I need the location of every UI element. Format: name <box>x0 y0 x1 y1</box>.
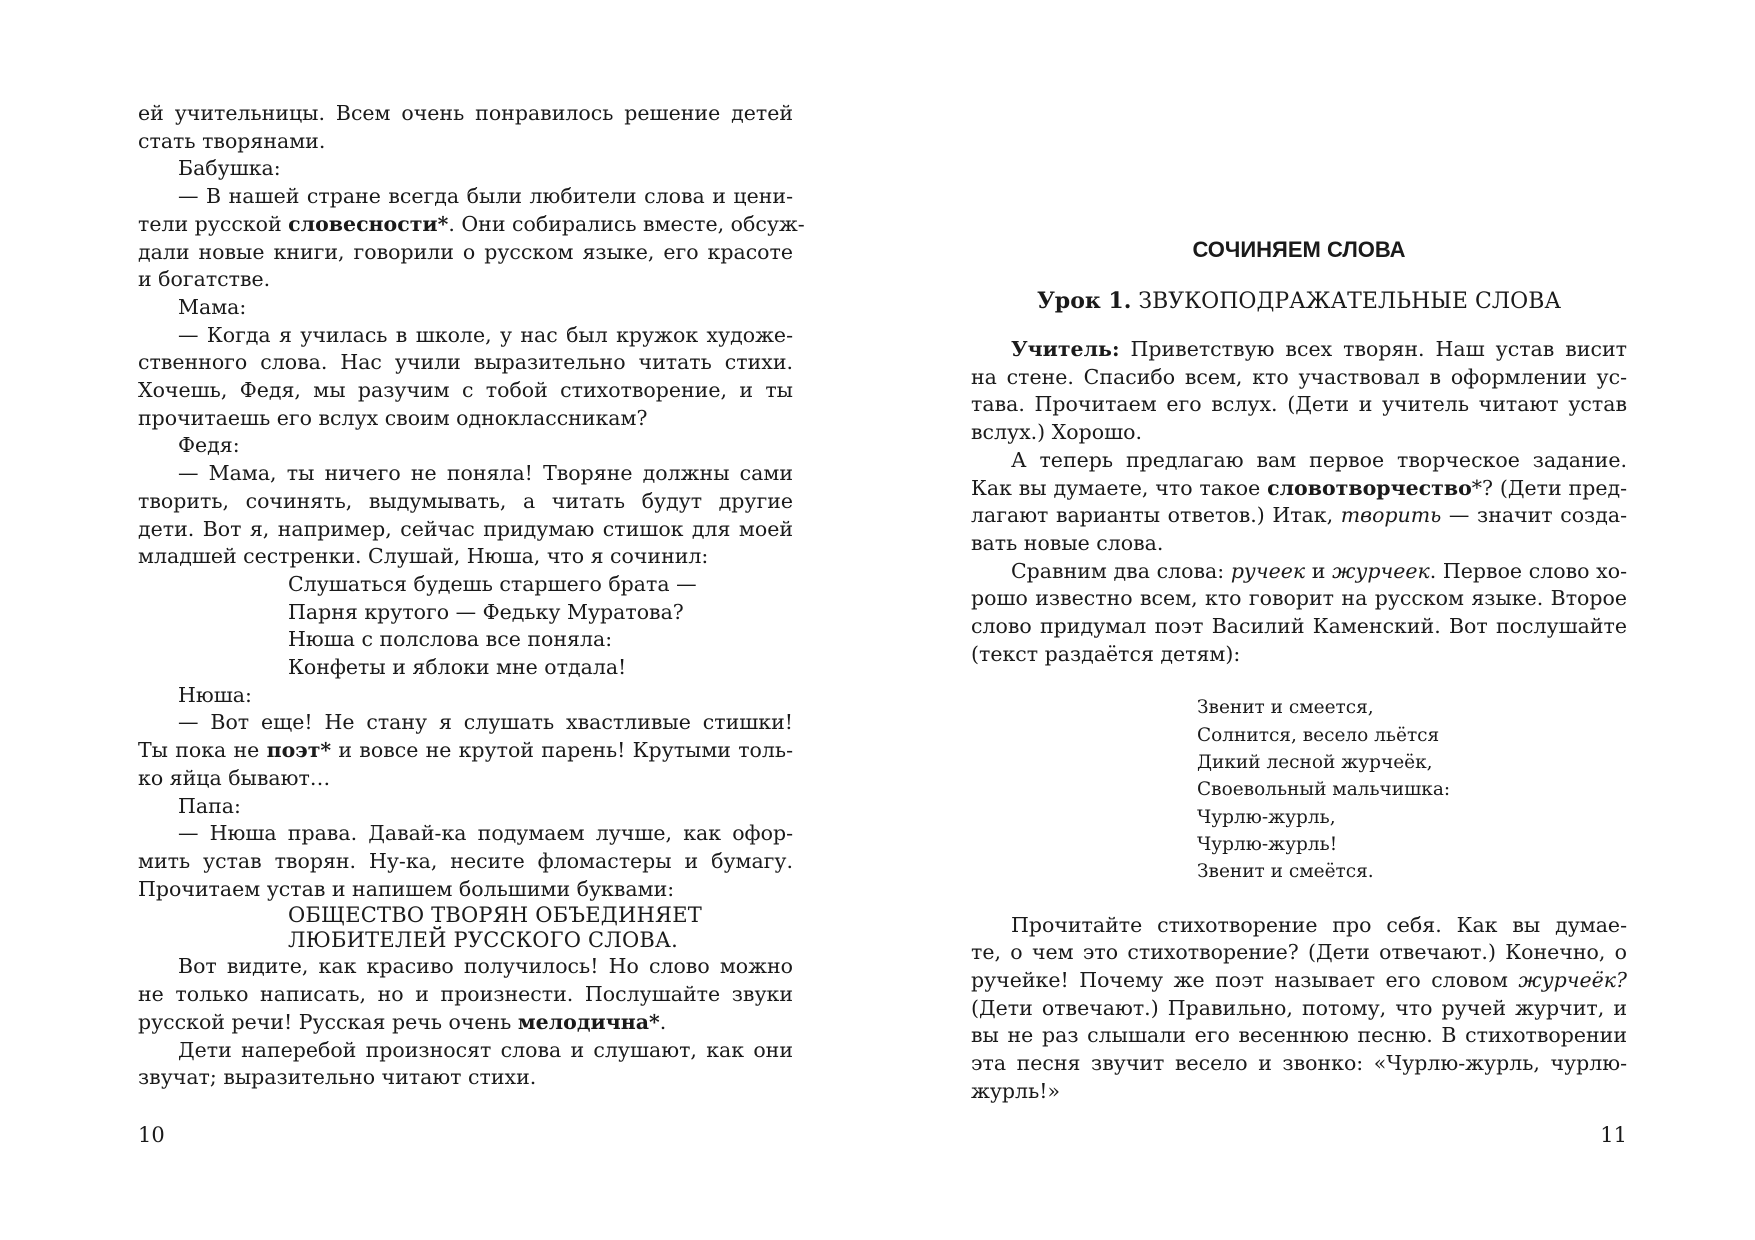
text-line: Учитель: Приветствую всех творян. Наш устав висит <box>1011 337 1627 361</box>
term-melodichna: мелодична* <box>517 1009 660 1034</box>
lesson-name: ЗВУКОПОДРАЖАТЕЛЬНЫЕ СЛОВА <box>1131 289 1562 314</box>
speaker-label: Нюша: <box>178 682 252 707</box>
lesson-number: Урок 1. <box>1036 288 1132 314</box>
text-line: на стене. Спасибо всем, кто участвовал в оформлении ус- <box>971 364 1627 389</box>
text-line: Дети наперебой произносят слова и слушают, как они <box>178 1037 793 1062</box>
text-line: вать новые слова. <box>971 530 1164 555</box>
text-line: дали новые книги, говорили о русском языке, его красоте <box>138 239 793 264</box>
text-line: ей учительницы. Всем очень понравилось решение детей <box>138 101 793 125</box>
paragraph-1 <box>971 336 1627 447</box>
text-line: (Дети отвечают.) Правильно, потому, что ручей журчит, и <box>971 995 1627 1020</box>
term-poet: поэт* <box>266 738 332 763</box>
text-line: творить, сочинять, выдумывать, а читать будут другие <box>138 488 793 513</box>
fedya-poem <box>288 571 793 682</box>
word-zhurcheek: журчеек <box>1332 558 1430 583</box>
poem-line: Звенит и смеётся. <box>1197 861 1374 883</box>
text-line: Сравним два слова: ручеек и журчеек. Первое слово хо- <box>1011 558 1628 583</box>
text-line: ко яйца бывают… <box>138 765 331 790</box>
poem-line: Нюша с полслова все поняла: <box>288 627 613 652</box>
text-line: дети. Вот я, например, сейчас придумаю стишок для моей <box>138 516 793 541</box>
poem-line: Парня крутого — Федьку Муратова? <box>288 599 684 624</box>
poem-line: Дикий лесной журчеёк, <box>1197 752 1433 774</box>
dialogue-block-3 <box>138 953 793 1092</box>
text-line: и богатстве. <box>138 267 271 292</box>
text-line: — Нюша права. Давай-ка подумаем лучше, как офор- <box>178 821 793 846</box>
word-rucheek: ручеек <box>1230 558 1306 583</box>
text-line: звучат; выразительно читают стихи. <box>138 1065 537 1090</box>
poem-line: Звенит и смеется, <box>1197 697 1374 719</box>
poem-line: Слушаться будешь старшего брата — <box>288 571 697 596</box>
text-line: — В нашей стране всегда были любители слова и цени- <box>178 184 793 209</box>
text-line: журль!» <box>971 1078 1061 1103</box>
text-line: — Вот еще! Не стану я слушать хвастливые стишки! <box>178 710 793 735</box>
poem-line: Солнится, весело льётся <box>1197 724 1440 746</box>
text-line: эта песня звучит весело и звонко: «Чурлю-журль, чурлю- <box>971 1051 1627 1076</box>
text-line: лагают варианты ответов.) Итак, творить — значит созда- <box>971 503 1627 528</box>
page-number-left: 10 <box>138 1123 165 1147</box>
text-line: тели русской словесности*. Они собирались вместе, обсуж- <box>138 211 805 236</box>
text-line: слово придумал поэт Василий Каменский. Вот послушайте <box>971 614 1627 639</box>
charter-line: ОБЩЕСТВО ТВОРЯН ОБЪЕДИНЯЕТ <box>288 903 702 928</box>
kamensky-poem <box>1197 694 1627 885</box>
text-line: не только написать, но и произнести. Послушайте звуки <box>138 982 793 1007</box>
text-line: рошо известно всем, кто говорит на русском языке. Второе <box>971 586 1627 611</box>
text-line: ственного слова. Нас учили выразительно читать стихи. <box>138 350 793 375</box>
paragraph-3 <box>971 558 1627 669</box>
lesson-title <box>971 287 1627 316</box>
poem-line: Своевольный мальчишка: <box>1197 779 1451 801</box>
dialogue-block-2 <box>138 682 793 904</box>
text-line: стать творянами. <box>138 128 326 153</box>
text-line: младшей сестренки. Слушай, Нюша, что я сочинил: <box>138 544 709 569</box>
poem-line: Конфеты и яблоки мне отдала! <box>288 655 627 680</box>
speaker-label: Бабушка: <box>178 156 281 181</box>
text-line: Как вы думаете, что такое словотворчество*? (Дети пред- <box>971 475 1627 500</box>
text-line: (текст раздаётся детям): <box>971 641 1241 666</box>
right-page <box>877 0 1755 1240</box>
right-text-column <box>971 236 1627 1105</box>
text-line: А теперь предлагаю вам первое творческое задание. <box>1011 447 1627 472</box>
term-slovesnost: словесности* <box>288 211 449 236</box>
dialogue-block-1 <box>138 100 805 571</box>
word-zhurcheyok: журчеёк? <box>1518 967 1627 992</box>
text-line: ручейке! Почему же поэт называет его словом журчеёк? <box>971 967 1627 992</box>
speaker-label: Папа: <box>178 793 241 818</box>
term-slovotvorchestvo: словотворчество <box>1267 475 1472 500</box>
left-page <box>0 0 877 1240</box>
charter-text <box>288 903 793 953</box>
speaker-label: Федя: <box>178 433 240 458</box>
text-line: — Мама, ты ничего не поняла! Творяне должны сами <box>178 461 793 486</box>
text-line: — Когда я училась в школе, у нас был кружок художе- <box>178 322 793 347</box>
text-line: те, о чем это стихотворение? (Дети отвечают.) Конечно, о <box>971 940 1627 965</box>
section-heading: СОЧИНЯЕМ СЛОВА <box>1192 237 1406 262</box>
text-line: Прочитаем устав и напишем большими буквами: <box>138 876 675 901</box>
text-line: вслух.) Хорошо. <box>971 420 1143 445</box>
text-line: Вот видите, как красиво получилось! Но слово можно <box>178 954 793 979</box>
paragraph-2 <box>971 447 1627 558</box>
text-line: прочитаешь его вслух своим одноклассникам? <box>138 405 648 430</box>
charter-line: ЛЮБИТЕЛЕЙ РУССКОГО СЛОВА. <box>288 928 679 953</box>
left-text-column <box>138 100 805 1092</box>
text-line: Прочитайте стихотворение про себя. Как вы думае- <box>1011 912 1627 937</box>
text-line: тава. Прочитаем его вслух. (Дети и учитель читают устав <box>971 392 1627 417</box>
speaker-teacher: Учитель: <box>1011 337 1120 361</box>
text-line: Ты пока не поэт* и вовсе не крутой парень! Крутыми толь- <box>138 738 794 763</box>
poem-line: Чурлю-журль, <box>1197 806 1336 828</box>
page-number-right: 11 <box>1600 1123 1627 1147</box>
poem-line: Чурлю-журль! <box>1197 833 1338 855</box>
text-line: Хочешь, Федя, мы разучим с тобой стихотворение, и ты <box>138 378 793 403</box>
text-line: вы не раз слышали его весеннюю песню. В стихотворении <box>971 1023 1627 1048</box>
term-tvorit: творить <box>1340 503 1442 528</box>
speaker-label: Мама: <box>178 294 247 319</box>
text-line: русской речи! Русская речь очень мелодична*. <box>138 1009 667 1034</box>
paragraph-4 <box>971 912 1627 1106</box>
text-line: мить устав творян. Ну-ка, несите фломастеры и бумагу. <box>138 848 793 873</box>
